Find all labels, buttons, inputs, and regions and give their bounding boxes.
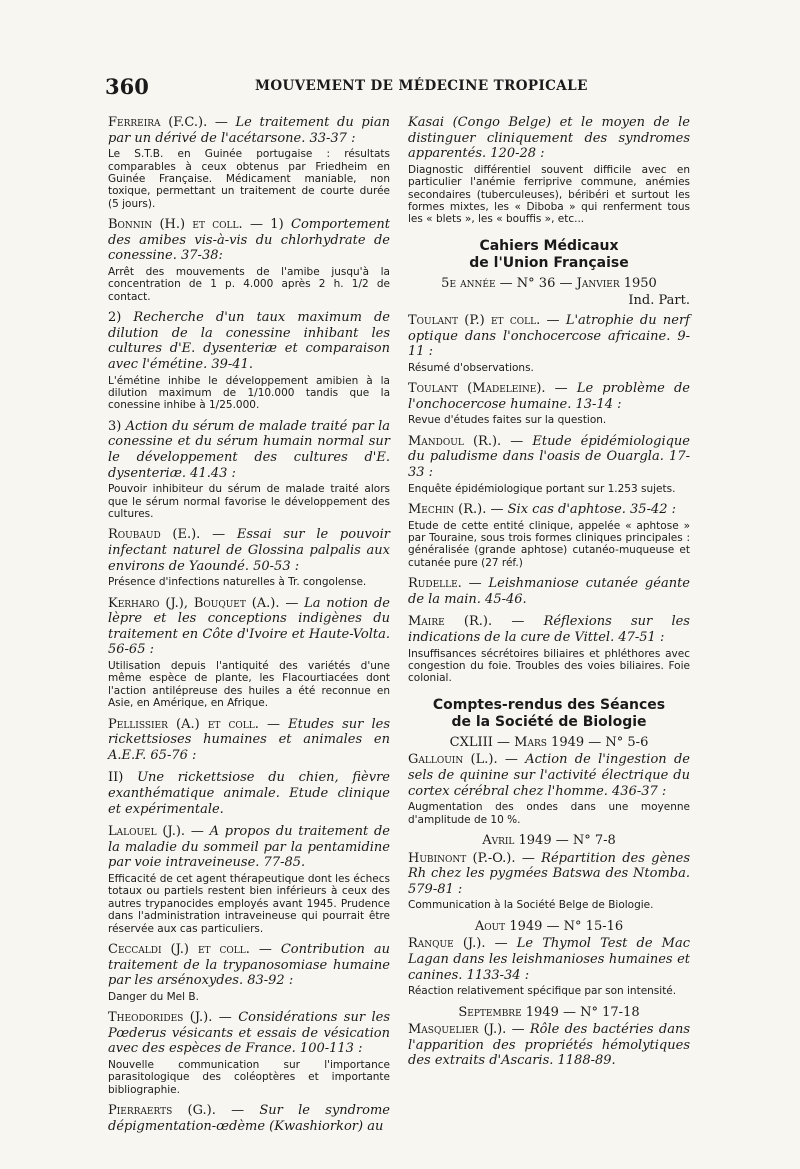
comptes-entries-1 [408, 752, 690, 826]
entry-summary: Etude de cette entité clinique, appelée « aphtose » par Touraine, sous trois formes cliniques principales : généralisée (grande aphtose) cutanéo-muqueuse et cutanée pure (27 réf.) [408, 519, 690, 569]
entry-authors: Hubinont (P.-O.). — [408, 850, 542, 866]
cahiers-heading [408, 238, 690, 272]
entry-summary: Enquête épidémiologique portant sur 1.253 sujets. [408, 482, 676, 495]
comptes-heading-line1: Comptes-rendus des Séances [432, 696, 666, 713]
entry-summary: Pouvoir inhibiteur du sérum de malade traité alors que le sérum normal favorise le développement des cultures. [108, 483, 390, 520]
bibliography-entry [408, 576, 690, 607]
ind-part-label: Ind. Part. [628, 293, 690, 309]
running-title: MOUVEMENT DE MÉDECINE TROPICALE [255, 78, 588, 94]
bibliography-entry [108, 1010, 390, 1057]
bibliography-entry [408, 614, 690, 645]
entry-title: Essai sur le pouvoir infectant naturel de Glossina palpalis aux environs de Yaoundé. 50-53 : [108, 527, 390, 574]
entry-title: Sur le syndrome dépigmentation-œdème (Kwashiorkor) au [108, 1103, 390, 1134]
entry-title: Une rickettsiose du chien, fièvre exanthématique animale. Etude clinique et expérimentale. [108, 770, 390, 817]
comptes-entries-4 [408, 1022, 690, 1069]
bibliography-entry [108, 596, 390, 658]
entry-title: Rôle des bactéries dans l'apparition des propriétés hémolytiques des extraits d'Ascaris. 1188-89. [408, 1022, 690, 1069]
entry-title: A propos du traitement de la maladie du sommeil par la pentamidine par voie intraveineuse. 77-85. [108, 824, 390, 871]
entry-summary: Le S.T.B. en Guinée portugaise : résultats comparables à ceux obtenus par Friedheim en Guinée Française. Médicament maniable, non toxique, permettant un traitement de courte durée (5 jours). [108, 148, 390, 210]
left-column [108, 115, 390, 1141]
bibliography-entry [108, 824, 390, 871]
entry-summary: Insuffisances sécrétoires biliaires et phléthores avec congestion du foie. Troubles des voies biliaires. Foie colonial. [408, 647, 690, 685]
entry-title: Leishmaniose cutanée géante de la main. 45-46. [408, 576, 690, 607]
bibliography-entry [108, 217, 390, 264]
comptes-issue-2: Avril 1949 — N° 7-8 [482, 832, 616, 848]
bibliography-entry [408, 936, 690, 983]
entry-authors: Gallouin (L.). — [408, 752, 526, 768]
entry-title: Le problème de l'onchocercose humaine. 13-14 : [408, 381, 690, 412]
bibliography-entry [408, 434, 690, 481]
entry-title: Action de l'ingestion de sels de quinine sur l'activité électrique du cortex cérébral chez l'homme. 436-37 : [408, 752, 690, 799]
cahiers-entries [408, 313, 690, 685]
comptes-issue-1: CXLIII — Mars 1949 — N° 5-6 [449, 734, 649, 750]
entry-summary: Arrêt des mouvements de l'amibe jusqu'à la concentration de 1 p. 4.000 après 2 h. 1/2 de contact. [108, 266, 390, 303]
comptes-heading-line2: de la Société de Biologie [451, 713, 647, 730]
entry-title: Le traitement du pian par un dérivé de l'acétarsone. 33-37 : [108, 115, 390, 146]
entry-authors: II) [108, 770, 138, 786]
entry-title: Contribution au traitement de la trypanosomiase humaine par les arsénoxydes. 83-92 : [108, 941, 390, 989]
right-column-continuation [408, 115, 690, 226]
entry-summary: Danger du Mel B. [108, 990, 199, 1003]
entry-authors: Toulant (P.) et coll. — [408, 313, 566, 328]
entry-title: Répartition des gènes Rh chez les pygmées Batswa des Ntomba. 579-81 : [408, 850, 691, 897]
entry-title: Etude épidémiologique du paludisme dans l'oasis de Ouargla. 17-33 : [408, 433, 690, 480]
bibliography-entry [108, 419, 390, 481]
entry-authors: Ceccaldi (J.) et coll. — [108, 941, 281, 957]
bibliography-entry [408, 851, 690, 898]
comptes-issue-4: Septembre 1949 — N° 17-18 [458, 1004, 640, 1020]
page-number: 360 [105, 74, 149, 99]
bibliography-entry [408, 1022, 690, 1069]
bibliography-entry [408, 381, 690, 412]
entry-authors: Masquelier (J.). — [408, 1022, 530, 1038]
bibliography-entry [108, 717, 390, 764]
entry-summary: Revue d'études faites sur la question. [408, 414, 607, 427]
entry-authors: 3) [108, 418, 126, 434]
entry-authors: Roubaud (E.). — [108, 527, 237, 543]
entry-title: Considérations sur les Pœderus vésicants et essais de vésication avec des espèces de France. 100-113 : [108, 1010, 390, 1057]
entry-title: Le Thymol Test de Mac Lagan dans les leishmanioses humaines et canines. 1133-34 : [408, 936, 690, 983]
entry-summary: Réaction relativement spécifique par son intensité. [408, 985, 677, 998]
bibliography-entry [408, 313, 690, 360]
comptes-entries-3 [408, 936, 690, 997]
entry-authors: Ferreira (F.C.). — [108, 115, 236, 130]
bibliography-entry [408, 115, 690, 162]
entry-authors: Maire (R.). — [408, 614, 544, 630]
entry-authors: 2) [108, 310, 134, 326]
entry-summary: Communication à la Société Belge de Biologie. [408, 899, 654, 912]
right-column [408, 115, 690, 1076]
entry-authors: Ranque (J.). — [408, 936, 517, 952]
entry-title: Kasai (Congo Belge) et le moyen de le distinguer cliniquement des syndromes apparentés. 120-28 : [408, 115, 690, 162]
entry-summary: Efficacité de cet agent thérapeutique dont les échecs totaux ou partiels restent bien inférieurs à ceux des autres trypanocides employés avant 1945. Prudence dans l'administration intraveineuse qui pourrait être réservée aux cas particuliers. [108, 872, 390, 935]
entry-authors: Mandoul (R.). — [408, 433, 533, 449]
entry-title: Six cas d'aphtose. 35-42 : [507, 501, 677, 517]
bibliography-entry [108, 527, 390, 574]
comptes-heading [408, 697, 690, 731]
entry-authors: Toulant (Madeleine). — [408, 381, 577, 397]
entry-title: Action du sérum de malade traité par la conessine et du sérum humain normal sur le développement des cultures d'E. dysenteriæ. 41.43 : [108, 418, 390, 481]
bibliography-entry [108, 770, 390, 817]
cahiers-issue: 5e année — N° 36 — Janvier 1950 [441, 275, 657, 291]
entry-title: Comportement des amibes vis-à-vis du chlorhydrate de conessine. 37-38: [108, 217, 390, 264]
bibliography-entry [108, 310, 390, 372]
entry-summary: Résumé d'observations. [408, 361, 534, 374]
entry-authors: Rudelle. — [408, 576, 489, 592]
entry-authors: Lalouel (J.). — [108, 824, 210, 840]
entry-summary: Présence d'infections naturelles à Tr. congolense. [108, 576, 367, 589]
bibliography-entry [108, 1103, 390, 1134]
cahiers-heading-line2: de l'Union Française [469, 254, 629, 271]
entry-title: Etudes sur les rickettsioses humaines et animales en A.E.F. 65-76 : [108, 716, 390, 763]
bibliography-entry [408, 502, 690, 518]
entry-title: Réflexions sur les indications de la cure de Vittel. 47-51 : [408, 614, 690, 645]
bibliography-entry [408, 752, 690, 799]
comptes-issue-3: Aout 1949 — N° 15-16 [474, 918, 624, 934]
entry-summary: Nouvelle communication sur l'importance parasitologique des coléoptères et importante bibliographie. [108, 1058, 390, 1096]
comptes-entries-2 [408, 851, 690, 912]
entry-authors: Theodorides (J.). — [108, 1010, 239, 1026]
entry-title: La notion de lèpre et les conceptions indigènes du traitement en Côte d'Ivoire et Haute-Volta. 56-65 : [108, 595, 390, 658]
entry-summary: Augmentation des ondes dans une moyenne d'amplitude de 10 %. [408, 801, 690, 826]
entry-authors: Kerharo (J.), Bouquet (A.). — [108, 595, 305, 611]
entry-title: Recherche d'un taux maximum de dilution de la conessine inhibant les cultures d'E. dysenteriæ et comparaison avec l'émétine. 39-41. [108, 310, 390, 372]
entry-authors: Pellissier (A.) et coll. — [108, 716, 289, 732]
entry-authors: Pierraerts (G.). — [108, 1103, 260, 1119]
bibliography-entry [108, 115, 390, 146]
entry-summary: Diagnostic différentiel souvent difficile avec en particulier l'anémie ferriprive commune, anémies secondaires (tuberculeuses), béribéri et surtout les formes mixtes, les « Diboba » qui renferment tous les « blets », les « bouffis », etc... [408, 163, 690, 226]
bibliography-entry [108, 942, 390, 989]
entry-authors: Bonnin (H.) et coll. — 1) [108, 217, 291, 233]
entry-summary: L'émétine inhibe le développement amibien à la dilution maximum de 1/10.000 tandis que la conessine inhibe à 1/25.000. [108, 374, 390, 412]
entry-title: L'atrophie du nerf optique dans l'onchocercose africaine. 9-11 : [408, 313, 690, 360]
cahiers-heading-line1: Cahiers Médicaux [479, 237, 619, 254]
entry-authors: Mechin (R.). — [408, 501, 508, 517]
entry-summary: Utilisation depuis l'antiquité des variétés d'une même espèce de plante, les Flacourtiacées dont l'action antilépreuse des huiles a été reconnue en Asie, en Amérique, en Afrique. [108, 659, 390, 710]
